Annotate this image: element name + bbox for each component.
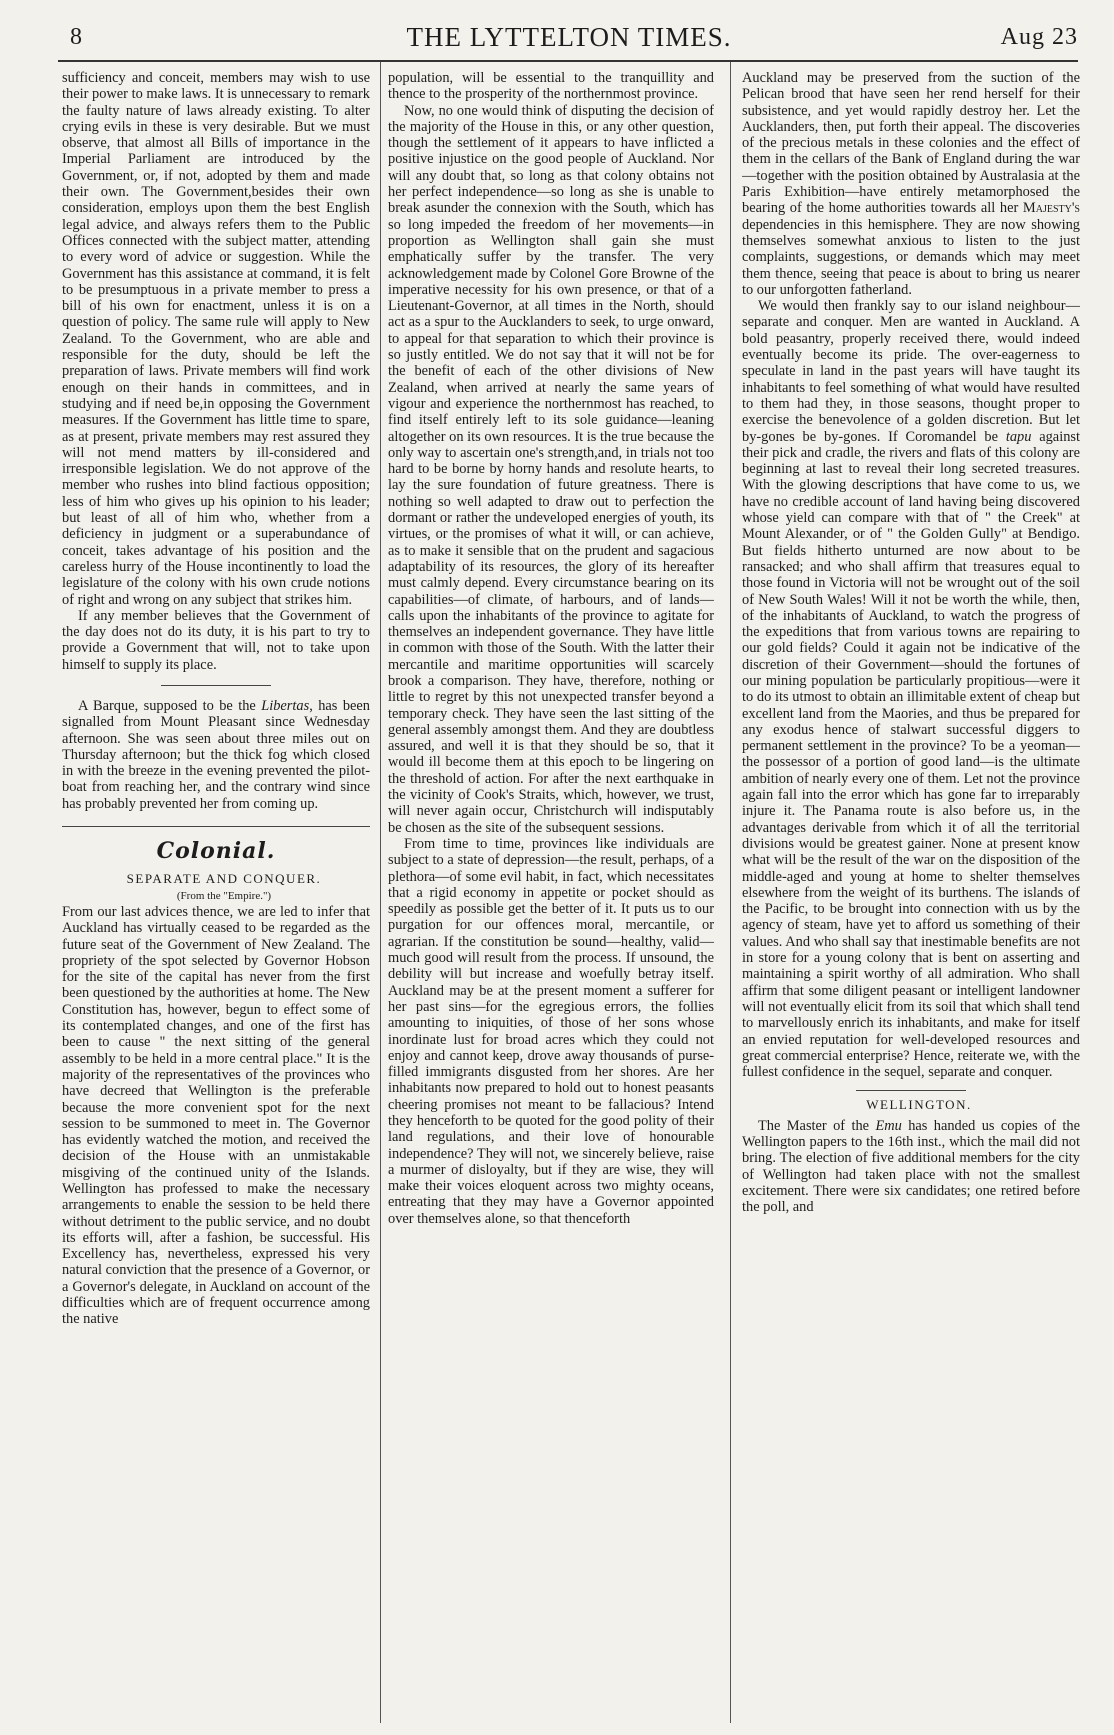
issue-date: Aug 23	[1000, 24, 1078, 50]
article-paragraph: sufficiency and conceit, members may wish to use their power to make laws. It is unnecessary to remark the faulty nature of laws already existing. To alter crying evils in these is very desirable. But we must observe, that almost all Bills of importance in the Imperial Parliament are introduced by the Government, or, if not, adopted by them and made their own. The Government,besides their own consideration, employs upon them the best English legal advice, and always refers them to the Public Offices connected with the subject matter, attending to every word of advice or suggestion. While the Government has this assistance at command, it is felt to be presumptuous in a private member to press a bill of his own for enactment, unless it is on a question of policy. The same rule will apply to New Zealand. To the Government, who are able and responsible for the duty, should be left the preparation of laws. Private members will find work enough on their hands in committees, and in studying and if need be,in opposing the Government measures. If the Government has little time to spare, as at present, private members may rest assured they will not mend matters by ill-considered and irresponsible legislation. We do not approve of the member who rushes into blind factious opposition; less of him who gives up his opinion to his leader; but least of all of him who, whether from a deficiency in judgment or a superabundance of conceit, takes advantage of his position and the careless hurry of the House incontinently to load the legislature of the colony with his own crude notions of right and wrong on any subject that strikes him.	[62, 70, 370, 608]
article-paragraph: Now, no one would think of disputing the decision of the majority of the House in this, or any other question, though the settlement of it appears to have inflicted a positive injustice on the good people of Auckland. Nor will any doubt that, so long as that colony obtains not her perfect independence—so long as she is unable to break asunder the connexion with the South, which has so long impeded the freedom of her movements—in proportion as Wellington shall gain she must emphatically suffer by the transfer. The very acknowledgement made by Colonel Gore Browne of the imperative necessity for his own presence, or that of a Lieutenant-Governor, at all times in the North, should act as a spur to the Aucklanders to seek, to urge onward, to appeal for that separation to which their province is so justly entitled. We do not say that it will not be for the benefit of each of the other divisions of New Zealand, when arrived at nearly the same years of vigour and experience the northernmost has reached, to find itself entirely left to its sole guidance—leaning altogether on its own resources. It is the true because the only way to ascertain one's strength,and, in trials not too hard to be borne by horny hands and resolute hearts, to lay the sure foundation of future greatness. There is nothing so well adapted to draw out to perfection the dormant or rather the undeveloped energies of youth, its virtues, or the promises of what it will, or can achieve, as to make it sensible that on the prudent and sagacious adaptability of its resources, the glory of its hereafter must calmly depend. Every circumstance bearing on its capabilities—of climate, of harbours, and of lands—calls upon the inhabitants of the province to agitate for themselves an independent governance. They have little in common with those of the South. With the latter their mercantile and maritime opportunities will scarcely brook a comparison. They have, therefore, nothing or little to regret by this not unexpected transfer beyond a temporary check. They have seen the last sitting of the general assembly amongst them. And they are doubtless assured, and well it is that they should be so, that it would ill become them at this epoch to be lingering on the threshold of action. For after the next earthquake in the vicinity of Cook's Straits, which, however, we trust, will never again occur, Christchurch will indisputably be chosen as the site of the subsequent sessions.	[388, 102, 714, 836]
column-divider	[380, 62, 381, 1723]
section-separator	[161, 685, 271, 686]
masthead-rule	[58, 60, 1078, 62]
masthead	[60, 20, 1078, 58]
article-paragraph: population, will be essential to the tranquillity and thence to the prosperity of the northernmost province.	[388, 70, 714, 103]
newspaper-title: THE LYTTELTON TIMES.	[406, 22, 732, 52]
article-paragraph: If any member believes that the Government of the day does not do its duty, it is his part to try to provide a Government that will, not to take upon himself to supply its place.	[62, 607, 370, 673]
column-2	[388, 70, 714, 1723]
article-paragraph: The Master of the Emu has handed us copies of the Wellington papers to the 16th inst., which the mail did not bring. The election of five additional members for the city of Wellington had taken place with not the smallest excitement. There were six candidates; one retired before the poll, and	[742, 1117, 1080, 1216]
article-paragraph: We would then frankly say to our island neighbour—separate and conquer. Men are wanted in Auckland. A bold peasantry, properly received there, would indeed eventually become its pride. The over-eagerness to speculate in land in the past years will have taught its inhabitants to feel something of what would have resulted to them had they, in those seasons, thought proper to exercise the benevolence of a golden discretion. But let by-gones be by-gones. If Coromandel be tapu against their pick and cradle, the rivers and flats of this colony are beginning at last to reveal their long secreted treasures. With the glowing descriptions that have come to us, we have no credible account of land having being discovered whose yield can compare with that of " the Creek" at Mount Alexander, or of " the Golden Gully" at Bendigo. But fields hitherto unturned are now about to be ransacked; and who shall affirm that treasures equal to those found in Victoria will not be wrought out of the soil of New South Wales! Will it not be worth the while, then, of the inhabitants of Auckland, to watch the progress of the expeditions that from various towns are repairing to our gold fields? Could it again not be indicative of the discretion of their Government—should the fortunes of our mining population be particularly propitious—were it to do its utmost to obtain an illimitable extent of cheap but excellent land from the Maories, and thus be prepared for any exodus hence of stalwart successful diggers to permanent settlement in the province? To be a yeoman—the possessor of a portion of good land—is the ultimate ambition of nearly every one of them. Let not the province again fall into the error which has gone far to irreparably injure it. The Panama route is also before us, in the advantages derivable from which it of all the territorial divisions would be greatest gainer. None at present know what will be the result of the war on the disposition of the middle-aged and young at home to shelter themselves elsewhere from the weight of its burthens. The islands of the Pacific, to be brought into connection with us by the agency of steam, have yet to afford us something of their values. And who shall say that inestimable benefits are not in store for a young colony that is bent on asserting and maintaining a spirit worthy of all admiration. Who shall affirm that some diligent peasant or intelligent landowner will not eventually elicit from its soil that which shall tend to marvellously enrich its inhabitants, and make for itself an envied reputation for well-developed resources and great commercial enterprise? Hence, reiterate we, with the fullest confidence in the sequel, separate and conquer.	[742, 298, 1080, 1081]
section-separator	[62, 826, 370, 827]
article-paragraph: From time to time, provinces like individuals are subject to a state of depression—the result, perhaps, of a plethora—of some evil habit, in fact, which necessitates that a rigid economy in appetite or pocket should as speedily as possible get the better of it. It puts us to our purgation for our offences moral, mercantile, or agrarian. If the constitution be sound—healthy, valid—much good will result from the process. If unsound, the debility will but increase and woefully betray itself. Auckland may be at the present moment a sufferer for her past sins—for the egregious errors, the follies amounting to iniquities, of those of her sons whose inordinate lust for broad acres which they could not enjoy and cannot keep, drove away thousands of purse-filled immigrants disgusted from her shores. Are her inhabitants now prepared to hold out to honest peasants cheering promises not meant to be fallacious? Intend they henceforth to be quoted for the good polity of their land regulations, and their love of honourable independence? They will not, we sincerely believe, raise a murmer of disloyalty, but if they are wise, they will make their voices eloquent across two mighty oceans, entreating that they may have a Governor appointed over themselves alone, so that thenceforth	[388, 835, 714, 1227]
column-1	[62, 70, 370, 1723]
section-separator	[856, 1090, 966, 1091]
ship-name: Libertas	[261, 697, 310, 714]
column-divider	[730, 62, 731, 1723]
column-3	[742, 70, 1080, 1723]
page-number: 8	[70, 24, 82, 50]
article-paragraph: Auckland may be preserved from the suction of the Pelican brood that have seen her rend herself for their subsistence, and yet would rapidly destroy her. Let the Aucklanders, then, put forth their appeal. The discoveries of the precious metals in these colonies and the effect of them in the cellars of the Bank of England during the war—together with the position obtained by Australasia at the Paris Exhibition—have entirely metamorphosed the bearing of the home authorities towards all her Majesty's dependencies in this hemisphere. They are now showing themselves somewhat anxious to listen to the just complaints, suggestions, or demands which may meet them thence, seeing that peace is about to bring us nearer to our unforgotten fatherland.	[742, 70, 1080, 298]
article-heading: SEPARATE AND CONQUER.	[126, 871, 322, 887]
section-title-colonial: Colonial.	[156, 838, 276, 865]
shipping-notice: A Barque, supposed to be the Libertas, has been signalled from Mount Pleasant since Wednesday afternoon. She was seen about three miles out on Thursday afternoon; but the thick fog which closed in with the breeze in the evening prevented the pilot-boat from reaching her, and the contrary wind since has probably prevented her from coming up.	[62, 697, 370, 812]
article-heading-wellington: WELLINGTON.	[866, 1097, 972, 1113]
article-source: (From the "Empire.")	[176, 889, 272, 902]
article-paragraph: From our last advices thence, we are led to infer that Auckland has virtually ceased to be regarded as the future seat of the Government of New Zealand. The propriety of the spot selected by Governor Hobson for the site of the capital has never from the first been questioned by the authorities at home. The New Constitution has, however, begun to effect some of its contemplated changes, and one of the first has been to cause " the next sitting of the general assembly to be held in a more central place." It is the majority of the representatives of the provinces who have decreed that Wellington is the preferable because the more convenient spot for the next session to be summoned to meet in. The Governor has evidently watched the motion, and received the decision of the House with an unmistakable misgiving of the continued unity of the Islands. Wellington has professed to make the necessary arrangements to enable the session to be held there without detriment to the public service, and no doubt its efforts will, after a fashion, be successful. His Excellency has, nevertheless, expressed his very natural conviction that the presence of a Governor, or a Governor's delegate, in Auckland on account of the difficulties which are of frequent occurrence among the native	[62, 903, 370, 1328]
